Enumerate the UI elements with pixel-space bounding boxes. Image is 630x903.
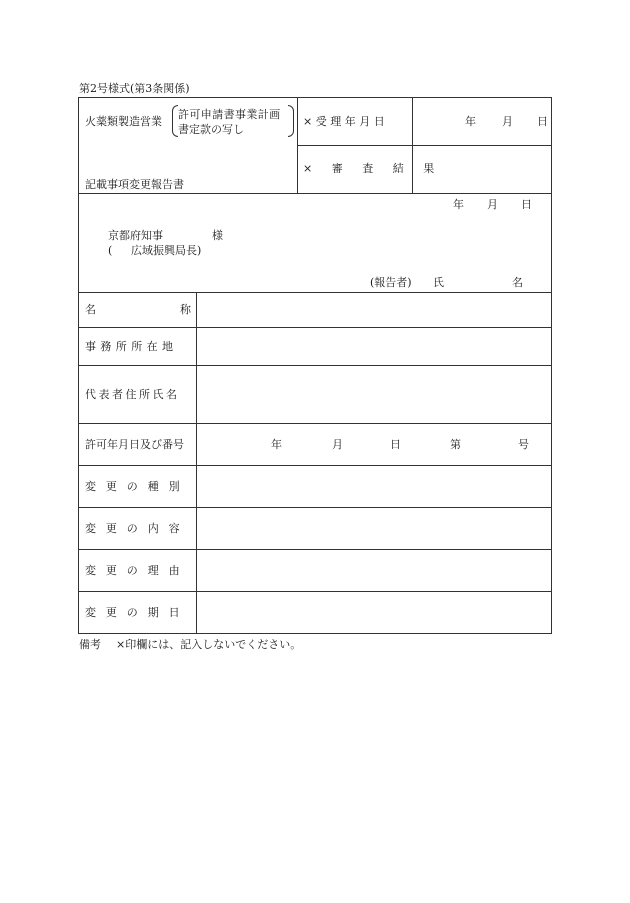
option-articles-copy: 書定款の写し	[178, 123, 244, 136]
name-label-1: 名	[85, 303, 96, 316]
addressee-governor: 京都府知事	[108, 229, 163, 242]
permit-month-label: 月	[332, 438, 343, 451]
permit-label: 許可年月日及び番号	[85, 438, 184, 451]
row-line-4	[78, 423, 552, 424]
form-title: 記載事項変更報告書	[85, 178, 184, 191]
change-reason-field[interactable]	[197, 550, 551, 591]
change-type-label: 変 更 の 種 別	[85, 480, 183, 493]
header-mid-line	[297, 145, 552, 146]
header-bottom-line	[78, 193, 552, 194]
permit-dai-label: 第	[450, 438, 461, 451]
business-type-label: 火薬類製造営業	[85, 115, 162, 128]
addressee-honorific: 様	[212, 229, 223, 242]
name-field[interactable]	[197, 293, 551, 327]
receipt-month-label: 月	[502, 115, 513, 128]
remarks-text: ×印欄には、記入しないでください。	[116, 638, 302, 651]
change-content-label: 変 更 の 内 容	[85, 522, 183, 535]
permit-go-label: 号	[518, 438, 529, 451]
office-paren-open: (	[108, 244, 113, 257]
addressee-office: 広域振興局長)	[131, 244, 202, 257]
form-number: 第2号様式(第3条関係)	[79, 82, 190, 95]
review-result-label: × 審 査 結 果	[303, 162, 443, 175]
office-location-field[interactable]	[197, 328, 551, 365]
receipt-date-label: × 受 理 年 月 日	[303, 115, 385, 128]
reporter-name-label-1: 氏	[433, 276, 444, 289]
options-bracket-right	[288, 105, 294, 137]
report-day-label: 日	[521, 198, 532, 211]
representative-field[interactable]	[197, 366, 551, 423]
reporter-label: (報告者)	[370, 276, 412, 289]
change-date-field[interactable]	[197, 592, 551, 633]
report-month-label: 月	[487, 198, 498, 211]
reporter-name-label-2: 名	[512, 276, 523, 289]
receipt-day-label: 日	[537, 115, 548, 128]
office-location-label: 事務所所在地	[85, 340, 178, 353]
permit-year-label: 年	[271, 438, 282, 451]
report-year-label: 年	[453, 198, 464, 211]
representative-label: 代表者住所氏名	[85, 388, 180, 401]
option-permit-application: 許可申請書事業計画	[178, 108, 281, 121]
change-type-field[interactable]	[197, 466, 551, 507]
change-date-label: 変 更 の 期 日	[85, 606, 183, 619]
change-reason-label: 変 更 の 理 由	[85, 564, 183, 577]
change-content-field[interactable]	[197, 508, 551, 549]
permit-day-label: 日	[390, 438, 401, 451]
name-label-2: 称	[180, 303, 191, 316]
remarks-label: 備考	[79, 638, 101, 651]
receipt-year-label: 年	[465, 115, 476, 128]
